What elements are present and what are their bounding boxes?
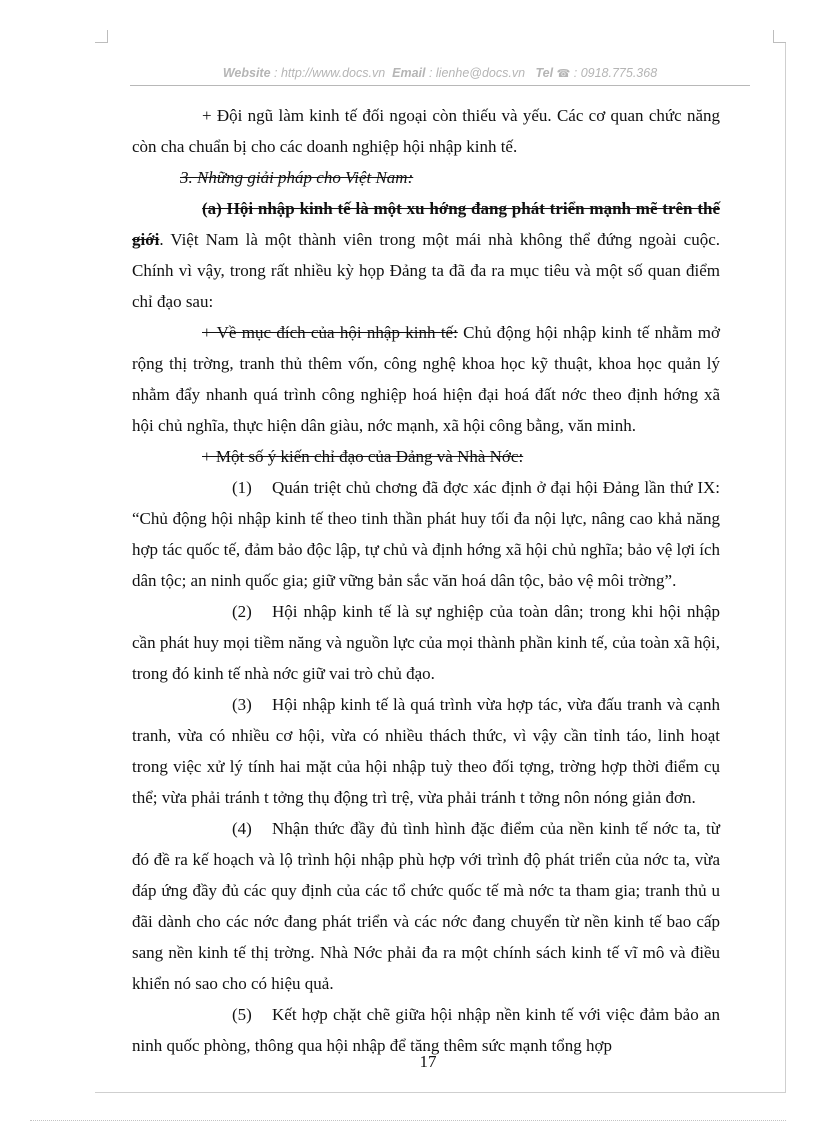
bottom-dotted-line <box>30 1120 786 1121</box>
paragraph-trend <box>132 193 720 317</box>
trend-text: . Việt Nam là một thành viên trong một mái nhà không thể đứng ngoài cuộc. Chính vì vậy, trong rất nhiều kỳ họp Đảng ta đã đa ra mục tiêu và một số quan điểm chỉ đạo sau: <box>132 230 720 311</box>
phone-icon: ☎ <box>556 68 571 80</box>
list-item-number: (2) <box>232 602 252 621</box>
page-number: 17 <box>419 1052 437 1071</box>
trend-heading: (a) Hội nhập kinh tế là một xu hớng đang phát triển mạnh mẽ trên thế giới <box>132 199 720 249</box>
list-item-text: Hội nhập kinh tế là sự nghiệp của toàn dân; trong khi hội nhập cần phát huy mọi tiềm năng và nguồn lực của mọi thành phần kinh tế, của toàn xã hội, trong đó kinh tế nhà nớc giữ vai trò chủ đạo. <box>132 602 720 683</box>
list-item-4 <box>132 813 720 999</box>
website-separator: : <box>270 66 281 80</box>
crop-mark-top-right <box>773 30 786 43</box>
paragraph-purpose <box>132 317 720 441</box>
list-item-text: Quán triệt chủ chơng đã đợc xác định ở đại hội Đảng lần thứ IX: “Chủ động hội nhập kinh tế theo tinh thần phát huy tối đa nội lực, nâng cao khả năng hợp tác quốc tế, đảm bảo độc lập, tự chủ và định hớng xã hội chủ nghĩa; bảo vệ lợi ích dân tộc; an ninh quốc gia; giữ vững bản sắc văn hoá dân tộc, bảo vệ môi trờng”. <box>132 478 720 590</box>
list-item-number: (4) <box>232 819 252 838</box>
email-separator: : <box>425 66 436 80</box>
list-item-3 <box>132 689 720 813</box>
tel-label: Tel <box>535 66 554 80</box>
list-item-1 <box>132 472 720 596</box>
list-item-2 <box>132 596 720 689</box>
email-label: Email <box>392 66 426 80</box>
crop-mark-top-left <box>95 30 108 43</box>
page-header <box>130 66 750 86</box>
section-title: 3. Những giải pháp cho Việt Nam: <box>180 168 414 187</box>
tel-separator: : <box>570 66 581 80</box>
list-item-text: Nhận thức đầy đủ tình hình đặc điểm của nền kinh tế nớc ta, từ đó đề ra kế hoạch và lộ trình hội nhập phù hợp với trình độ phát triển của nớc ta, vừa đáp ứng đầy đủ các quy định của các tổ chức quốc tế mà nớc ta tham gia; tranh thủ u đãi dành cho các nớc đang phát triển và các nớc đang chuyển từ nền kinh tế bao cấp sang nền kinh tế thị trờng. Nhà Nớc phải đa ra một chính sách kinh tế vĩ mô và điều khiển nó sao cho có hiệu quả. <box>132 819 720 993</box>
list-item-number: (5) <box>232 1005 252 1024</box>
website-label: Website <box>222 66 271 80</box>
website-url[interactable]: http://www.docs.vn <box>280 66 386 80</box>
email-address[interactable]: lienhe@docs.vn <box>435 66 526 80</box>
document-body <box>132 100 720 1061</box>
paragraph-guidance-heading: + Một số ý kiến chỉ đạo của Đảng và Nhà Nớc: <box>202 447 524 466</box>
list-item-number: (1) <box>232 478 252 497</box>
purpose-heading: + Về mục đích của hội nhập kinh tế: <box>202 323 458 342</box>
list-item-text: Hội nhập kinh tế là quá trình vừa hợp tác, vừa đấu tranh và cạnh tranh, vừa có nhiều cơ hội, vừa có nhiều thách thức, vì vậy cần tỉnh táo, linh hoạt trong việc xử lý tính hai mặt của hội nhập tuỳ theo đối tợng, trờng hợp thời điểm cụ thể; vừa phải tránh t tởng thụ động trì trệ, vừa phải tránh t tởng nôn nóng giản đơn. <box>132 695 720 807</box>
phone-number: 0918.775.368 <box>580 66 658 80</box>
list-item-text: Kết hợp chặt chẽ giữa hội nhập nền kinh tế với việc đảm bảo an ninh quốc phòng, thông qua hội nhập để tăng thêm sức mạnh tổng hợp <box>132 1005 720 1055</box>
list-item-number: (3) <box>232 695 252 714</box>
purpose-text: Chủ động hội nhập kinh tế nhằm mở rộng thị trờng, tranh thủ thêm vốn, công nghệ khoa học kỹ thuật, khoa học quản lý nhằm đẩy nhanh quá trình công nghiệp hoá hiện đại hoá đất nớc theo định hớng xã hội chủ nghĩa, thực hiện dân giàu, nớc mạnh, xã hội công bằng, văn minh. <box>132 323 720 435</box>
paragraph-intro: + Đội ngũ làm kinh tế đối ngoại còn thiếu và yếu. Các cơ quan chức năng còn cha chuẩn bị cho các doanh nghiệp hội nhập kinh tế. <box>132 106 720 156</box>
